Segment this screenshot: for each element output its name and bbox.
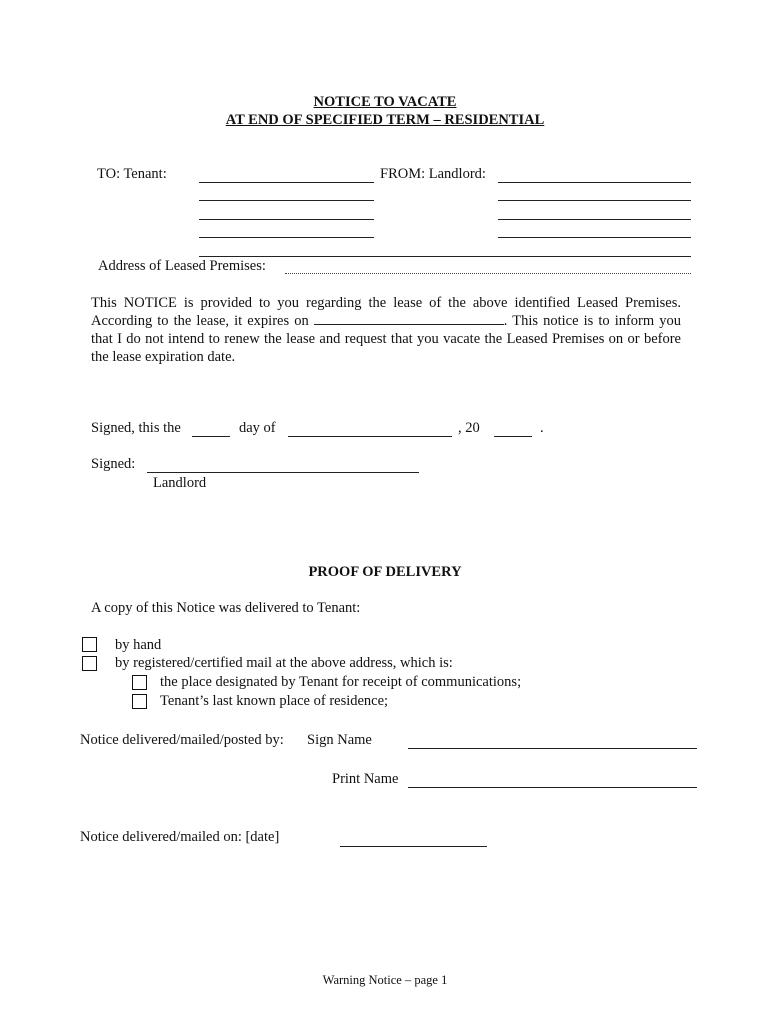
proof-of-delivery-heading: PROOF OF DELIVERY xyxy=(308,564,462,580)
expiration-date-field[interactable] xyxy=(314,312,504,325)
sentence-period: . xyxy=(540,420,544,436)
delivery-intro: A copy of this Notice was delivered to Tenant: xyxy=(91,600,361,616)
print-name-label: Print Name xyxy=(332,771,399,787)
year-prefix-label: , 20 xyxy=(458,420,480,436)
notice-paragraph xyxy=(91,294,681,366)
paragraph-part1: This NOTICE is provided to you regarding the lease of the above identified Leased Premises. According to the lease, it expires on xyxy=(91,295,681,329)
tenant-line-1[interactable] xyxy=(199,182,374,183)
landlord-line-3[interactable] xyxy=(498,219,691,220)
landlord-line-1[interactable] xyxy=(498,182,691,183)
tenant-line-3[interactable] xyxy=(199,219,374,220)
delivered-on-label: Notice delivered/mailed on: [date] xyxy=(80,829,280,845)
address-line[interactable] xyxy=(285,273,691,274)
tenant-line-2[interactable] xyxy=(199,200,374,201)
sign-name-label: Sign Name xyxy=(307,732,372,748)
signed-label: Signed: xyxy=(91,456,136,472)
from-landlord-label: FROM: Landlord: xyxy=(380,166,486,182)
year-field[interactable] xyxy=(494,436,532,437)
sign-name-line[interactable] xyxy=(408,748,697,749)
by-mail-checkbox[interactable] xyxy=(82,656,97,671)
last-known-residence-label: Tenant’s last known place of residence; xyxy=(160,693,389,709)
by-hand-label: by hand xyxy=(115,637,162,653)
by-hand-checkbox[interactable] xyxy=(82,637,97,652)
tenant-line-4[interactable] xyxy=(199,237,374,238)
by-mail-label: by registered/certified mail at the above address, which is: xyxy=(115,655,453,671)
page-footer: Warning Notice – page 1 xyxy=(322,973,448,987)
month-field[interactable] xyxy=(288,436,452,437)
address-line-upper[interactable] xyxy=(199,256,691,257)
day-of-label: day of xyxy=(239,420,276,436)
landlord-line-4[interactable] xyxy=(498,237,691,238)
to-tenant-label: TO: Tenant: xyxy=(97,166,167,182)
landlord-signature-line[interactable] xyxy=(147,472,419,473)
delivered-by-label: Notice delivered/mailed/posted by: xyxy=(80,732,284,748)
day-field[interactable] xyxy=(192,436,230,437)
designated-place-checkbox[interactable] xyxy=(132,675,147,690)
designated-place-label: the place designated by Tenant for receipt of communications; xyxy=(160,674,522,690)
landlord-caption: Landlord xyxy=(153,475,207,491)
paragraph-part2: . This notice is to inform you that I do not intend to renew the lease and request that you vacate the Leased Premises on or before the lease expiration date. xyxy=(91,313,681,365)
document-title: NOTICE TO VACATE xyxy=(313,94,457,110)
signed-this-the-label: Signed, this the xyxy=(91,420,181,436)
document-subtitle: AT END OF SPECIFIED TERM – RESIDENTIAL xyxy=(225,112,545,128)
delivered-on-date-line[interactable] xyxy=(340,846,487,847)
print-name-line[interactable] xyxy=(408,787,697,788)
landlord-line-2[interactable] xyxy=(498,200,691,201)
address-label: Address of Leased Premises: xyxy=(98,258,266,274)
last-known-residence-checkbox[interactable] xyxy=(132,694,147,709)
